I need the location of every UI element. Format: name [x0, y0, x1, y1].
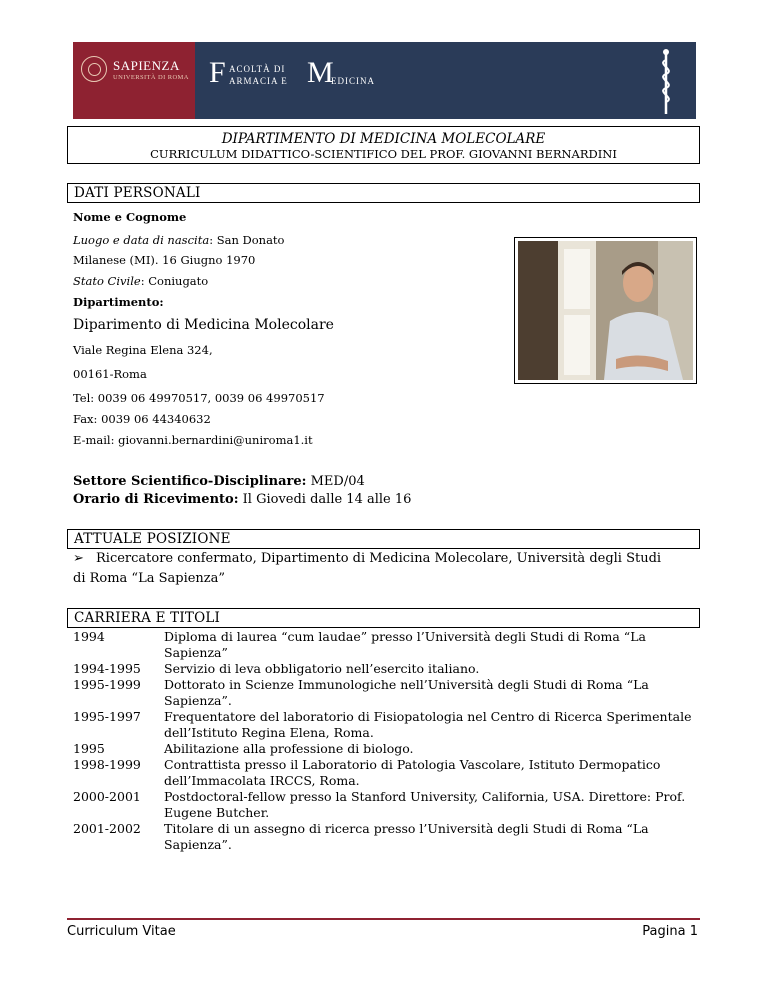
profile-photo-image	[518, 241, 693, 380]
section-header-personal: DATI PERSONALI	[67, 183, 700, 203]
career-year: 2000-2001	[73, 789, 141, 804]
address: Viale Regina Elena 324,	[73, 343, 213, 357]
birth-line-2: Milanese (MI). 16 Giugno 1970	[73, 253, 256, 267]
department-title: DIPARTIMENTO DI MEDICINA MOLECOLARE	[221, 131, 546, 147]
fax: Fax: 0039 06 44340632	[73, 412, 211, 426]
page-number: Pagina 1	[642, 924, 698, 939]
document-title-box	[67, 126, 700, 164]
university-seal-icon	[81, 56, 107, 82]
sector-line	[73, 474, 365, 489]
position-line-1: Ricercatore confermato, Dipartimento di Medicina Molecolare, Università degli Studi	[96, 551, 662, 566]
faculty-line-3: EDICINA	[331, 76, 375, 86]
footer-title: Curriculum Vitae	[67, 924, 176, 939]
department-value: Diparimento di Medicina Molecolare	[73, 317, 334, 333]
footer-divider	[67, 918, 700, 920]
curriculum-subtitle: CURRICULUM DIDATTICO-SCIENTIFICO DEL PROF. GIOVANNI BERNARDINI	[150, 147, 617, 161]
position-line-2: di Roma “La Sapienza”	[73, 571, 226, 586]
civil-value: : Coniugato	[140, 274, 209, 288]
career-text: Dottorato in Scienze Immunologiche nell’Università degli Studi di Roma “La Sapienza”.	[164, 677, 649, 708]
sector-value: MED/04	[306, 474, 365, 489]
civil-status	[73, 274, 208, 289]
hours-line	[73, 492, 411, 507]
sector-label: Settore Scientifico-Disciplinare:	[73, 474, 307, 489]
bullet-arrow-icon: ➢	[73, 551, 84, 566]
career-text: Frequentatore del laboratorio di Fisiopatologia nel Centro di Ricerca Sperimentale dell’Istituto Regina Elena, Roma.	[164, 709, 692, 740]
section-header-position: ATTUALE POSIZIONE	[67, 529, 700, 549]
university-subtitle: UNIVERSITÀ DI ROMA	[113, 74, 189, 81]
department-label: Dipartimento:	[73, 295, 164, 309]
career-text: Abilitazione alla professione di biologo.	[164, 741, 414, 756]
birth-label: Luogo e data di nascita	[73, 233, 210, 247]
birth-line-1	[73, 233, 284, 248]
career-text: Diploma di laurea “cum laudae” presso l’Università degli Studi di Roma “La Sapienza”	[164, 629, 646, 660]
career-year: 1995	[73, 741, 105, 756]
birth-value: : San Donato	[209, 233, 285, 247]
hours-value: Il Giovedi dalle 14 alle 16	[238, 492, 412, 507]
rod-of-asclepius-icon	[651, 46, 681, 116]
profile-photo	[514, 237, 697, 384]
career-text: Titolare di un assegno di ricerca presso l’Università degli Studi di Roma “La Sapienza”.	[164, 821, 649, 852]
career-text: Contrattista presso il Laboratorio di Patologia Vascolare, Istituto Dermopatico dell’Immacolata IRCCS, Roma.	[164, 757, 661, 788]
career-year: 1998-1999	[73, 757, 141, 772]
header-banner	[73, 42, 696, 119]
career-year: 1995-1997	[73, 709, 141, 724]
faculty-initial-m: M	[307, 56, 334, 89]
career-year: 2001-2002	[73, 821, 141, 836]
career-year: 1995-1999	[73, 677, 141, 692]
city: 00161-Roma	[73, 367, 147, 381]
university-logo	[73, 42, 195, 119]
section-header-career: CARRIERA E TITOLI	[67, 608, 700, 628]
hours-label: Orario di Ricevimento:	[73, 492, 239, 507]
university-name: SAPIENZA	[113, 58, 180, 73]
faculty-line-1: ACOLTÀ DI	[229, 64, 286, 74]
career-text: Servizio di leva obbligatorio nell’esercito italiano.	[164, 661, 480, 676]
email: E-mail: giovanni.bernardini@uniroma1.it	[73, 433, 313, 447]
telephone: Tel: 0039 06 49970517, 0039 06 49970517	[73, 391, 325, 405]
career-year: 1994	[73, 629, 105, 644]
faculty-line-2: ARMACIA E	[229, 76, 288, 86]
career-year: 1994-1995	[73, 661, 141, 676]
civil-label: Stato Civile	[73, 274, 141, 288]
career-text: Postdoctoral-fellow presso la Stanford University, California, USA. Direttore: Prof. Eugene Butcher.	[164, 789, 686, 820]
faculty-initial-f: F	[209, 56, 226, 89]
name-label: Nome e Cognome	[73, 210, 187, 224]
